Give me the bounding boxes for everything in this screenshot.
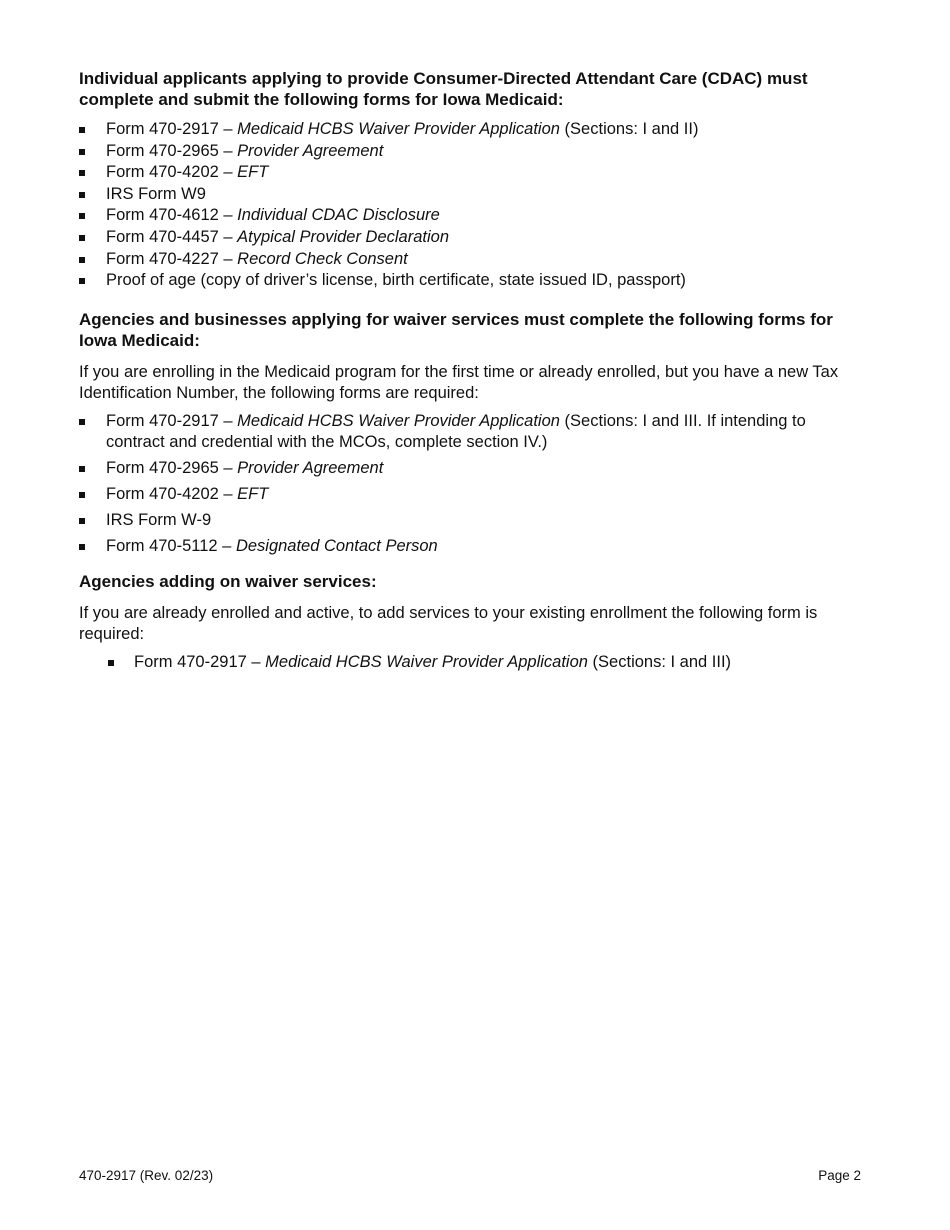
bullet-square-icon	[79, 213, 85, 219]
bullet-square-icon	[108, 660, 114, 666]
adding-services-heading: Agencies adding on waiver services:	[79, 572, 377, 592]
list-item: Form 470-2917 – Medicaid HCBS Waiver Provider Application (Sections: I and III. If intending to contract and credential with the MCOs, complete section IV.)	[79, 411, 869, 453]
agencies-heading: Agencies and businesses applying for waiver services must complete the following forms for Iowa Medicaid:	[79, 310, 833, 351]
form-revision-id: 470-2917 (Rev. 02/23)	[79, 1168, 214, 1183]
bullet-square-icon	[79, 149, 85, 155]
cdac-heading: Individual applicants applying to provide Consumer-Directed Attendant Care (CDAC) must complete and submit the following forms for Iowa Medicaid:	[79, 69, 808, 109]
list-item: IRS Form W-9	[79, 510, 869, 531]
list-item: Form 470-2965 – Provider Agreement	[79, 141, 869, 162]
list-item: Form 470-2917 – Medicaid HCBS Waiver Provider Application (Sections: I and II)	[79, 119, 869, 140]
page-number: Page 2	[818, 1168, 861, 1183]
list-item: Form 470-4612 – Individual CDAC Disclosure	[79, 205, 869, 226]
bullet-square-icon	[79, 278, 85, 284]
agencies-forms-list	[79, 411, 869, 557]
list-item: Proof of age (copy of driver’s license, birth certificate, state issued ID, passport)	[79, 270, 869, 291]
list-item: Form 470-4202 – EFT	[79, 484, 869, 505]
list-item: Form 470-4202 – EFT	[79, 162, 869, 183]
bullet-square-icon	[79, 257, 85, 263]
list-item: Form 470-2917 – Medicaid HCBS Waiver Provider Application (Sections: I and III)	[79, 652, 869, 673]
bullet-square-icon	[79, 518, 85, 524]
bullet-square-icon	[79, 544, 85, 550]
bullet-square-icon	[79, 492, 85, 498]
adding-services-forms-list	[79, 652, 869, 673]
list-item: Form 470-4457 – Atypical Provider Declaration	[79, 227, 869, 248]
list-item: Form 470-4227 – Record Check Consent	[79, 249, 869, 270]
bullet-square-icon	[79, 466, 85, 472]
list-item: IRS Form W9	[79, 184, 869, 205]
bullet-square-icon	[79, 170, 85, 176]
list-item: Form 470-5112 – Designated Contact Person	[79, 536, 869, 557]
bullet-square-icon	[79, 127, 85, 133]
bullet-square-icon	[79, 192, 85, 198]
bullet-square-icon	[79, 235, 85, 241]
list-item: Form 470-2965 – Provider Agreement	[79, 458, 869, 479]
bullet-square-icon	[79, 419, 85, 425]
document-page	[79, 66, 869, 673]
agencies-intro: If you are enrolling in the Medicaid program for the first time or already enrolled, but you have a new Tax Identification Number, the following forms are required:	[79, 363, 839, 403]
adding-services-intro: If you are already enrolled and active, to add services to your existing enrollment the following form is required:	[79, 604, 818, 644]
cdac-forms-list	[79, 119, 869, 291]
